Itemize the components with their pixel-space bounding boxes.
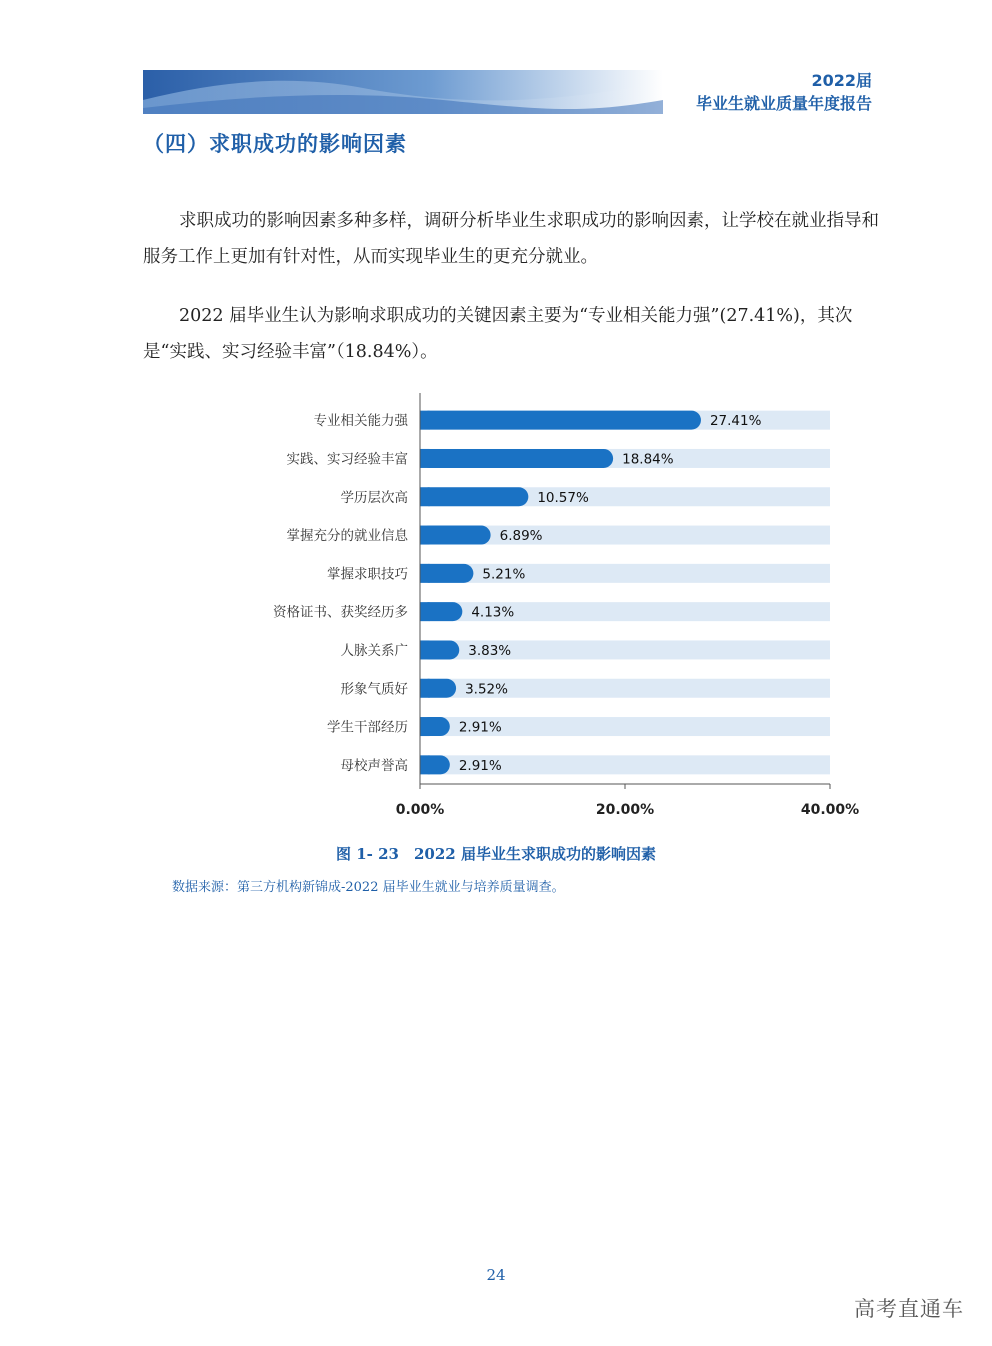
bar-left-edge xyxy=(420,411,430,430)
bar-chart xyxy=(230,385,870,815)
header-subtitle: 毕业生就业质量年度报告 xyxy=(695,94,872,113)
bar-left-edge xyxy=(420,717,430,736)
x-tick-label: 40.00% xyxy=(800,802,860,815)
paragraph-2: 2022 届毕业生认为影响求职成功的关键因素主要为“专业相关能力强”(27.41%)，其次是“实践、实习经验丰富”（18.84%）。 xyxy=(143,305,853,362)
data-source: 数据来源：第三方机构新锦成-2022 届毕业生就业与培养质量调查。 xyxy=(172,880,565,895)
report-header xyxy=(696,70,872,116)
value-label: 18.84% xyxy=(622,451,674,468)
value-label: 5.21% xyxy=(482,566,526,583)
x-tick-label: 20.00% xyxy=(595,802,655,815)
value-label: 2.91% xyxy=(458,719,502,736)
bar-left-edge xyxy=(420,602,430,621)
chart-svg xyxy=(230,385,870,815)
section-title: （四）求职成功的影响因素 xyxy=(143,132,407,156)
bar xyxy=(420,411,701,430)
bar-left-edge xyxy=(420,564,430,583)
category-label: 学生干部经历 xyxy=(327,719,408,736)
value-label: 6.89% xyxy=(499,528,543,545)
watermark: 高考直通车 xyxy=(854,1297,964,1321)
bar-left-edge xyxy=(420,487,430,506)
bar-left-edge xyxy=(420,640,430,659)
bar-left-edge xyxy=(420,755,430,774)
header-year: 2022届 xyxy=(811,71,872,90)
header-banner xyxy=(143,70,663,114)
category-label: 掌握求职技巧 xyxy=(327,566,408,583)
value-label: 4.13% xyxy=(471,604,515,621)
category-label: 实践、实习经验丰富 xyxy=(286,451,408,468)
bar xyxy=(420,449,613,468)
value-label: 10.57% xyxy=(537,489,589,506)
category-label: 母校声誉高 xyxy=(340,757,408,774)
category-label: 掌握充分的就业信息 xyxy=(286,528,408,545)
value-label: 3.83% xyxy=(468,642,512,659)
value-label: 27.41% xyxy=(709,413,762,430)
bar xyxy=(420,487,528,506)
bar xyxy=(420,526,491,545)
category-label: 学历层次高 xyxy=(340,489,408,506)
category-label: 人脉关系广 xyxy=(340,642,408,659)
bar-left-edge xyxy=(420,449,430,468)
paragraph-1: 求职成功的影响因素多种多样，调研分析毕业生求职成功的影响因素，让学校在就业指导和服务工作上更加有针对性，从而实现毕业生的更充分就业。 xyxy=(143,210,879,267)
value-label: 2.91% xyxy=(458,757,502,774)
x-tick-label: 0.00% xyxy=(395,802,445,815)
page-number: 24 xyxy=(486,1266,506,1284)
category-label: 资格证书、获奖经历多 xyxy=(273,604,408,621)
figure-caption: 图 1- 23 2022 届毕业生求职成功的影响因素 xyxy=(336,845,656,863)
value-label: 3.52% xyxy=(465,681,508,698)
bar-left-edge xyxy=(420,679,430,698)
bar-left-edge xyxy=(420,526,430,545)
category-label: 形象气质好 xyxy=(340,681,408,698)
category-label: 专业相关能力强 xyxy=(313,413,408,430)
